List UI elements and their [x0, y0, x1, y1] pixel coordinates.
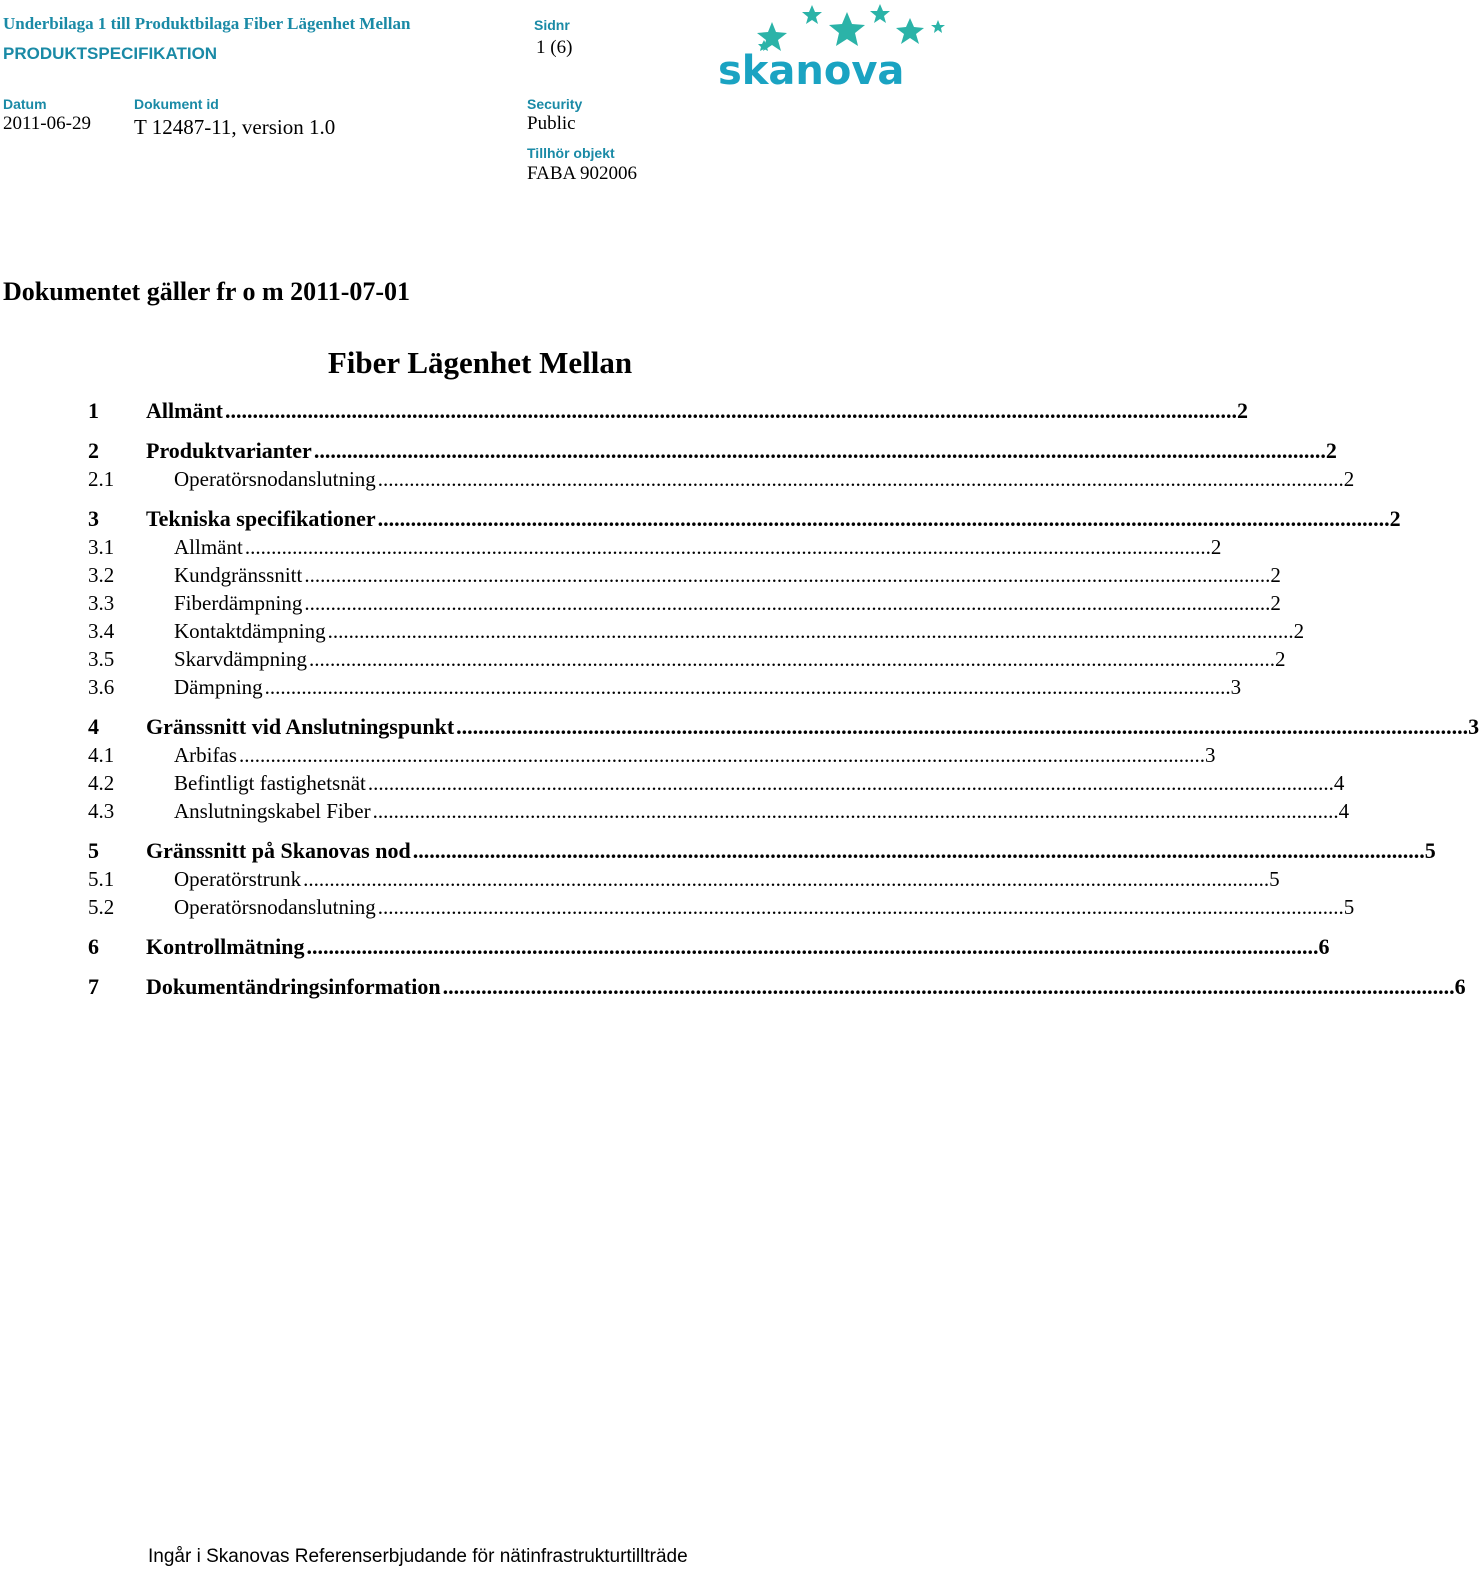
toc-entry[interactable]: 3.5 Skarvdämpning ........................................................................................................................................................................................ 2: [88, 647, 1286, 671]
document-id-label: Dokument id: [134, 96, 219, 112]
toc-entry[interactable]: 2.1 Operatörsnodanslutning ........................................................................................................................................................................................ 2: [88, 467, 1355, 491]
toc-entry[interactable]: 4.3 Anslutningskabel Fiber ........................................................................................................................................................................................ 4: [88, 799, 1350, 823]
document-title: Underbilaga 1 till Produktbilaga Fiber Lägenhet Mellan: [3, 14, 411, 33]
toc-entry[interactable]: 3.3 Fiberdämpning ........................................................................................................................................................................................ 2: [88, 591, 1281, 615]
skanova-logo: [712, 0, 957, 100]
toc-entry[interactable]: 4.2 Befintligt fastighetsnät ........................................................................................................................................................................................ 4: [88, 771, 1345, 795]
security-value: Public: [527, 113, 576, 134]
document-subtitle: PRODUKTSPECIFIKATION: [3, 44, 218, 63]
toc-entry[interactable]: 3.1 Allmänt ........................................................................................................................................................................................ 2: [88, 535, 1222, 559]
object-label: Tillhör objekt: [527, 145, 615, 161]
page-number-value: 1 (6): [536, 37, 573, 58]
validity-date: Dokumentet gäller fr o m 2011-07-01: [3, 277, 411, 306]
toc-entry[interactable]: 3 Tekniska specifikationer ........................................................................................................................................................................................ 2: [88, 506, 1401, 531]
page-number-label: Sidnr: [534, 17, 570, 33]
toc-entry[interactable]: 3.6 Dämpning ........................................................................................................................................................................................ 3: [88, 675, 1242, 699]
toc-entry[interactable]: 7 Dokumentändringsinformation ........................................................................................................................................................................................ 6: [88, 974, 1466, 999]
toc-entry[interactable]: 6 Kontrollmätning ........................................................................................................................................................................................ 6: [88, 934, 1330, 959]
toc-entry[interactable]: 3.2 Kundgränssnitt ........................................................................................................................................................................................ 2: [88, 563, 1281, 587]
toc-entry[interactable]: 1 Allmänt ........................................................................................................................................................................................ 2: [88, 398, 1248, 423]
toc-entry[interactable]: 5.2 Operatörsnodanslutning ........................................................................................................................................................................................ 5: [88, 895, 1355, 919]
date-label: Datum: [3, 96, 47, 112]
toc-entry[interactable]: 5.1 Operatörstrunk ........................................................................................................................................................................................ 5: [88, 867, 1280, 891]
date-value: 2011-06-29: [3, 113, 91, 134]
page-title: Fiber Lägenhet Mellan: [327, 345, 633, 380]
object-value: FABA 902006: [527, 163, 637, 184]
document-id-value: T 12487-11, version 1.0: [134, 115, 336, 139]
logo-wordmark: skanova: [718, 48, 905, 94]
toc-entry[interactable]: 2 Produktvarianter ........................................................................................................................................................................................ 2: [88, 438, 1337, 463]
toc-entry[interactable]: 4 Gränssnitt vid Anslutningspunkt ........................................................................................................................................................................................ 3: [88, 714, 1479, 739]
footer-text: Ingår i Skanovas Referenserbjudande för nätinfrastrukturtillträde: [148, 1546, 688, 1567]
security-label: Security: [527, 96, 583, 112]
toc-entry[interactable]: 3.4 Kontaktdämpning ........................................................................................................................................................................................ 2: [88, 619, 1305, 643]
toc-entry[interactable]: 5 Gränssnitt på Skanovas nod ........................................................................................................................................................................................ 5: [88, 838, 1436, 863]
toc-entry[interactable]: 4.1 Arbifas ........................................................................................................................................................................................ 3: [88, 743, 1216, 767]
